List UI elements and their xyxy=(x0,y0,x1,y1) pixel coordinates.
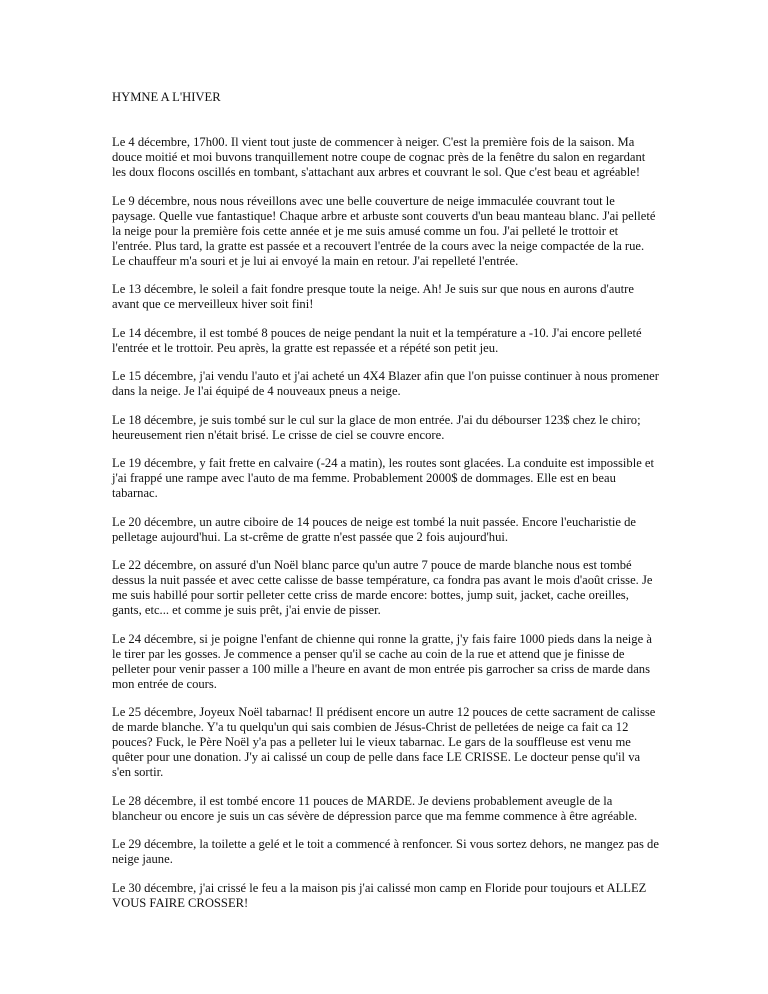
diary-entry: Le 30 décembre, j'ai crissé le feu a la maison pis j'ai calissé mon camp en Floride pour toujours et ALLEZ VOUS FAIRE CROSSER! xyxy=(112,880,647,910)
diary-entry: Le 9 décembre, nous nous réveillons avec une belle couverture de neige immaculée couvrant tout le paysage. Quelle vue fantastique! Chaque arbre et arbuste sont couverts d'un beau manteau blanc. J'ai pelleté la neige pour la première fois cette année et je me suis amusé comme un fou. J'ai pelleté le trottoir et l'entrée. Plus tard, la gratte est passée et a recouvert l'entrée de la cours avec la neige compactée de la rue. Le chauffeur m'a souri et je lui ai envoyé la main en retour. J'ai repelleté l'entrée. xyxy=(112,193,656,268)
diary-entry: Le 28 décembre, il est tombé encore 11 pouces de MARDE. Je deviens probablement aveugle de la blancheur ou encore je suis un cas sévère de dépression parce que ma femme commence à être agréable. xyxy=(112,793,638,823)
diary-entry: Le 22 décembre, on assuré d'un Noël blanc parce qu'un autre 7 pouce de marde blanche nous est tombé dessus la nuit passée et avec cette calisse de basse température, ca fondra pas avant le mois d'août crisse. Je me suis habillé pour sortir pelleter cette criss de marde encore: bottes, jump suit, jacket, cache oreilles, gants, etc... et comme je suis prêt, j'ai envie de pisser. xyxy=(112,558,653,617)
diary-entry: Le 4 décembre, 17h00. Il vient tout juste de commencer à neiger. C'est la première fois de la saison. Ma douce moitié et moi buvons tranquillement notre coupe de cognac près de la fenêtre du salon en regardant les doux flocons oscillés en tombant, s'attachant aux arbres et couvrant le sol. Que c'est beau et agréable! xyxy=(112,135,646,179)
diary-entry: Le 24 décembre, si je poigne l'enfant de chienne qui ronne la gratte, j'y fais faire 1000 pieds dans la neige à le tirer par les gosses. Je commence a penser qu'il se cache au coin de la rue et attend que je finisse de pelleter pour venir passer a 100 mille a l'heure en avant de mon entrée pis garrocher sa criss de marde dans mon entrée de cours. xyxy=(112,631,652,691)
diary-entry: Le 25 décembre, Joyeux Noël tabarnac! Il prédisent encore un autre 12 pouces de cette sacrament de calisse de marde blanche. Y'a tu quelqu'un qui sais combien de Jésus-Christ de pelletées de neige ca fait ca 12 pouces? Fuck, le Père Noël y'a pas a pelleter lui le vieux tabarnac. Le gars de la souffleuse est venu me quêter pour une donation. J'y ai calissé un coup de pelle dans face LE CRISSE. Le docteur pense qu'il va s'en sortir. xyxy=(112,705,656,779)
diary-entry: Le 15 décembre, j'ai vendu l'auto et j'ai acheté un 4X4 Blazer afin que l'on puisse continuer à nous promener dans la neige. Je l'ai équipé de 4 nouveaux pneus a neige. xyxy=(112,369,659,398)
diary-entry: Le 29 décembre, la toilette a gelé et le toit a commencé à renfoncer. Si vous sortez dehors, ne mangez pas de neige jaune. xyxy=(112,837,659,866)
diary-entry: Le 13 décembre, le soleil a fait fondre presque toute la neige. Ah! Je suis sur que nous en aurons d'autre avant que ce merveilleux hiver soit fini! xyxy=(112,282,634,311)
diary-entry: Le 19 décembre, y fait frette en calvaire (-24 a matin), les routes sont glacées. La conduite est impossible et j'ai frappé une rampe avec l'auto de ma femme. Probablement 2000$ de dommages. Elle est en beau tabarnac. xyxy=(112,456,655,500)
diary-entries xyxy=(112,135,660,911)
diary-entry: Le 18 décembre, je suis tombé sur le cul sur la glace de mon entrée. J'ai du débourser 123$ chez le chiro; heureusement rien n'était brisé. Le crisse de ciel se couvre encore. xyxy=(112,412,641,442)
document-page xyxy=(112,90,660,924)
diary-entry: Le 14 décembre, il est tombé 8 pouces de neige pendant la nuit et la température a -10. J'ai encore pelleté l'entrée et le trottoir. Peu après, la gratte est repassée et a répété son petit jeu. xyxy=(112,325,642,355)
diary-entry: Le 20 décembre, un autre ciboire de 14 pouces de neige est tombé la nuit passée. Encore l'eucharistie de pelletage aujourd'hui. La st-crême de gratte n'est passée que 2 fois aujourd'hui. xyxy=(112,514,636,544)
document-title: HYMNE A L'HIVER xyxy=(112,90,221,104)
